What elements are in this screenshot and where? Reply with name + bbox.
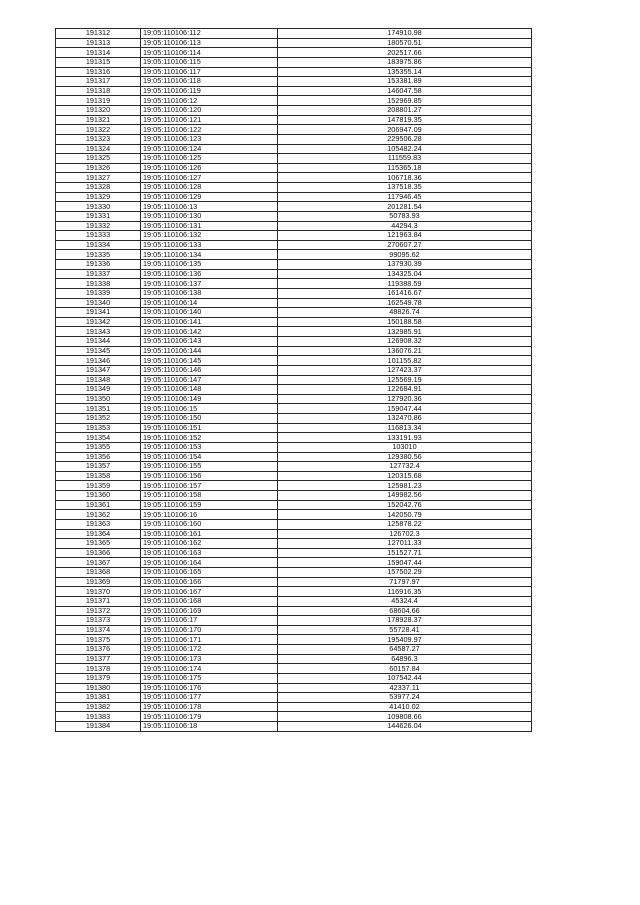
cell-id: 191323 bbox=[56, 134, 141, 144]
cell-code: 19:05:110106:17 bbox=[141, 616, 278, 626]
cell-value: 48826.74 bbox=[278, 308, 532, 318]
cell-value: 107542.44 bbox=[278, 673, 532, 683]
cell-id: 191336 bbox=[56, 260, 141, 270]
cell-value: 127732.4 bbox=[278, 462, 532, 472]
cell-id: 191380 bbox=[56, 683, 141, 693]
cell-code: 19:05:110106:129 bbox=[141, 192, 278, 202]
table-row bbox=[56, 423, 532, 433]
cell-value: 126702.3 bbox=[278, 529, 532, 539]
cell-id: 191378 bbox=[56, 664, 141, 674]
cell-code: 19:05:110106:127 bbox=[141, 173, 278, 183]
cell-id: 191321 bbox=[56, 115, 141, 125]
cell-value: 127011.33 bbox=[278, 539, 532, 549]
cell-code: 19:05:110106:160 bbox=[141, 519, 278, 529]
cell-id: 191367 bbox=[56, 558, 141, 568]
cell-id: 191363 bbox=[56, 519, 141, 529]
table-row bbox=[56, 57, 532, 67]
table-row bbox=[56, 606, 532, 616]
cell-value: 174910.98 bbox=[278, 29, 532, 39]
table-row bbox=[56, 404, 532, 414]
table-body bbox=[56, 29, 532, 732]
table-row bbox=[56, 134, 532, 144]
cell-value: 117946.45 bbox=[278, 192, 532, 202]
cell-id: 191371 bbox=[56, 596, 141, 606]
table-row bbox=[56, 356, 532, 366]
cell-code: 19:05:110106:124 bbox=[141, 144, 278, 154]
cell-code: 19:05:110106:134 bbox=[141, 250, 278, 260]
cell-id: 191349 bbox=[56, 385, 141, 395]
cell-value: 183975.86 bbox=[278, 57, 532, 67]
cell-value: 41410.02 bbox=[278, 702, 532, 712]
cell-id: 191334 bbox=[56, 240, 141, 250]
data-table bbox=[55, 28, 532, 732]
cell-id: 191322 bbox=[56, 125, 141, 135]
cell-id: 191339 bbox=[56, 288, 141, 298]
cell-id: 191374 bbox=[56, 625, 141, 635]
cell-code: 19:05:110106:178 bbox=[141, 702, 278, 712]
cell-value: 60157.84 bbox=[278, 664, 532, 674]
table-row bbox=[56, 211, 532, 221]
cell-value: 120315.68 bbox=[278, 471, 532, 481]
cell-value: 133191.93 bbox=[278, 433, 532, 443]
cell-code: 19:05:110106:126 bbox=[141, 163, 278, 173]
cell-value: 119388.59 bbox=[278, 279, 532, 289]
cell-code: 19:05:110106:141 bbox=[141, 317, 278, 327]
cell-code: 19:05:110106:14 bbox=[141, 298, 278, 308]
table-row bbox=[56, 529, 532, 539]
table-row bbox=[56, 625, 532, 635]
cell-id: 191361 bbox=[56, 500, 141, 510]
table-row bbox=[56, 86, 532, 96]
table-row bbox=[56, 452, 532, 462]
cell-id: 191317 bbox=[56, 77, 141, 87]
table-row bbox=[56, 414, 532, 424]
cell-code: 19:05:110106:172 bbox=[141, 645, 278, 655]
cell-value: 116813.34 bbox=[278, 423, 532, 433]
table-row bbox=[56, 471, 532, 481]
cell-id: 191346 bbox=[56, 356, 141, 366]
cell-value: 137518.35 bbox=[278, 183, 532, 193]
table-row bbox=[56, 539, 532, 549]
cell-code: 19:05:110106:171 bbox=[141, 635, 278, 645]
cell-value: 195409.97 bbox=[278, 635, 532, 645]
cell-id: 191376 bbox=[56, 645, 141, 655]
table-row bbox=[56, 346, 532, 356]
cell-code: 19:05:110106:153 bbox=[141, 442, 278, 452]
table-row bbox=[56, 587, 532, 597]
table-row bbox=[56, 48, 532, 58]
table-row bbox=[56, 29, 532, 39]
cell-code: 19:05:110106:143 bbox=[141, 337, 278, 347]
cell-value: 106718.36 bbox=[278, 173, 532, 183]
cell-id: 191369 bbox=[56, 577, 141, 587]
cell-id: 191338 bbox=[56, 279, 141, 289]
cell-value: 125878.22 bbox=[278, 519, 532, 529]
table-row bbox=[56, 106, 532, 116]
cell-id: 191342 bbox=[56, 317, 141, 327]
table-row bbox=[56, 125, 532, 135]
cell-value: 206947.09 bbox=[278, 125, 532, 135]
cell-code: 19:05:110106:117 bbox=[141, 67, 278, 77]
cell-id: 191353 bbox=[56, 423, 141, 433]
cell-value: 147819.35 bbox=[278, 115, 532, 125]
cell-id: 191384 bbox=[56, 722, 141, 732]
cell-value: 42337.11 bbox=[278, 683, 532, 693]
cell-code: 19:05:110106:156 bbox=[141, 471, 278, 481]
table-row bbox=[56, 115, 532, 125]
table-row bbox=[56, 375, 532, 385]
cell-code: 19:05:110106:165 bbox=[141, 568, 278, 578]
cell-id: 191344 bbox=[56, 337, 141, 347]
cell-id: 191365 bbox=[56, 539, 141, 549]
cell-id: 191313 bbox=[56, 38, 141, 48]
cell-code: 19:05:110106:148 bbox=[141, 385, 278, 395]
table-row bbox=[56, 298, 532, 308]
cell-code: 19:05:110106:154 bbox=[141, 452, 278, 462]
cell-value: 229506.28 bbox=[278, 134, 532, 144]
cell-value: 159047.44 bbox=[278, 404, 532, 414]
cell-value: 64587.27 bbox=[278, 645, 532, 655]
table-row bbox=[56, 664, 532, 674]
cell-id: 191368 bbox=[56, 568, 141, 578]
cell-code: 19:05:110106:125 bbox=[141, 154, 278, 164]
cell-value: 127423.37 bbox=[278, 365, 532, 375]
cell-code: 19:05:110106:170 bbox=[141, 625, 278, 635]
cell-value: 153381.89 bbox=[278, 77, 532, 87]
table-row bbox=[56, 192, 532, 202]
cell-id: 191381 bbox=[56, 693, 141, 703]
cell-code: 19:05:110106:113 bbox=[141, 38, 278, 48]
cell-value: 121963.84 bbox=[278, 231, 532, 241]
cell-id: 191320 bbox=[56, 106, 141, 116]
table-row bbox=[56, 221, 532, 231]
cell-id: 191337 bbox=[56, 269, 141, 279]
cell-value: 151527.71 bbox=[278, 548, 532, 558]
table-row bbox=[56, 712, 532, 722]
cell-code: 19:05:110106:120 bbox=[141, 106, 278, 116]
cell-value: 150188.58 bbox=[278, 317, 532, 327]
cell-code: 19:05:110106:147 bbox=[141, 375, 278, 385]
table-row bbox=[56, 144, 532, 154]
cell-id: 191328 bbox=[56, 183, 141, 193]
cell-id: 191351 bbox=[56, 404, 141, 414]
table-row bbox=[56, 394, 532, 404]
cell-id: 191372 bbox=[56, 606, 141, 616]
table-row bbox=[56, 500, 532, 510]
cell-id: 191379 bbox=[56, 673, 141, 683]
table-row bbox=[56, 183, 532, 193]
table-row bbox=[56, 337, 532, 347]
cell-id: 191326 bbox=[56, 163, 141, 173]
cell-id: 191383 bbox=[56, 712, 141, 722]
cell-value: 270607.27 bbox=[278, 240, 532, 250]
cell-value: 159047.44 bbox=[278, 558, 532, 568]
cell-value: 126908.32 bbox=[278, 337, 532, 347]
cell-value: 105482.24 bbox=[278, 144, 532, 154]
cell-id: 191357 bbox=[56, 462, 141, 472]
cell-code: 19:05:110106:142 bbox=[141, 327, 278, 337]
cell-id: 191332 bbox=[56, 221, 141, 231]
table-row bbox=[56, 327, 532, 337]
cell-id: 191331 bbox=[56, 211, 141, 221]
cell-code: 19:05:110106:177 bbox=[141, 693, 278, 703]
cell-value: 111559.83 bbox=[278, 154, 532, 164]
cell-code: 19:05:110106:118 bbox=[141, 77, 278, 87]
cell-id: 191382 bbox=[56, 702, 141, 712]
cell-value: 125981.23 bbox=[278, 481, 532, 491]
cell-code: 19:05:110106:174 bbox=[141, 664, 278, 674]
cell-value: 129380.56 bbox=[278, 452, 532, 462]
cell-value: 136076.21 bbox=[278, 346, 532, 356]
cell-value: 201281.54 bbox=[278, 202, 532, 212]
cell-code: 19:05:110106:15 bbox=[141, 404, 278, 414]
cell-code: 19:05:110106:158 bbox=[141, 491, 278, 501]
table-row bbox=[56, 77, 532, 87]
cell-code: 19:05:110106:155 bbox=[141, 462, 278, 472]
table-row bbox=[56, 260, 532, 270]
cell-id: 191314 bbox=[56, 48, 141, 58]
cell-value: 45324.4 bbox=[278, 596, 532, 606]
cell-value: 44294.3 bbox=[278, 221, 532, 231]
cell-value: 101155.82 bbox=[278, 356, 532, 366]
table-row bbox=[56, 173, 532, 183]
cell-value: 50783.93 bbox=[278, 211, 532, 221]
cell-code: 19:05:110106:144 bbox=[141, 346, 278, 356]
table-row bbox=[56, 365, 532, 375]
cell-id: 191358 bbox=[56, 471, 141, 481]
cell-code: 19:05:110106:138 bbox=[141, 288, 278, 298]
cell-id: 191327 bbox=[56, 173, 141, 183]
cell-id: 191364 bbox=[56, 529, 141, 539]
cell-id: 191324 bbox=[56, 144, 141, 154]
cell-id: 191325 bbox=[56, 154, 141, 164]
cell-code: 19:05:110106:122 bbox=[141, 125, 278, 135]
table-row bbox=[56, 442, 532, 452]
cell-code: 19:05:110106:135 bbox=[141, 260, 278, 270]
cell-value: 161416.67 bbox=[278, 288, 532, 298]
table-row bbox=[56, 519, 532, 529]
table-row bbox=[56, 635, 532, 645]
cell-value: 142050.79 bbox=[278, 510, 532, 520]
cell-code: 19:05:110106:133 bbox=[141, 240, 278, 250]
cell-id: 191356 bbox=[56, 452, 141, 462]
table-row bbox=[56, 616, 532, 626]
cell-id: 191316 bbox=[56, 67, 141, 77]
cell-code: 19:05:110106:13 bbox=[141, 202, 278, 212]
table-row bbox=[56, 385, 532, 395]
cell-code: 19:05:110106:115 bbox=[141, 57, 278, 67]
table-row bbox=[56, 288, 532, 298]
table-row bbox=[56, 462, 532, 472]
cell-value: 103010 bbox=[278, 442, 532, 452]
table-row bbox=[56, 683, 532, 693]
cell-id: 191354 bbox=[56, 433, 141, 443]
cell-code: 19:05:110106:159 bbox=[141, 500, 278, 510]
cell-id: 191362 bbox=[56, 510, 141, 520]
cell-value: 116916.35 bbox=[278, 587, 532, 597]
cell-code: 19:05:110106:121 bbox=[141, 115, 278, 125]
table-row bbox=[56, 154, 532, 164]
cell-code: 19:05:110106:151 bbox=[141, 423, 278, 433]
cell-id: 191377 bbox=[56, 654, 141, 664]
cell-value: 149982.56 bbox=[278, 491, 532, 501]
cell-id: 191341 bbox=[56, 308, 141, 318]
cell-id: 191352 bbox=[56, 414, 141, 424]
table-row bbox=[56, 279, 532, 289]
table-row bbox=[56, 645, 532, 655]
cell-code: 19:05:110106:16 bbox=[141, 510, 278, 520]
cell-id: 191329 bbox=[56, 192, 141, 202]
cell-code: 19:05:110106:169 bbox=[141, 606, 278, 616]
table-row bbox=[56, 317, 532, 327]
cell-code: 19:05:110106:145 bbox=[141, 356, 278, 366]
table-row bbox=[56, 240, 532, 250]
cell-code: 19:05:110106:132 bbox=[141, 231, 278, 241]
cell-id: 191347 bbox=[56, 365, 141, 375]
table-row bbox=[56, 308, 532, 318]
cell-code: 19:05:110106:173 bbox=[141, 654, 278, 664]
cell-code: 19:05:110106:179 bbox=[141, 712, 278, 722]
cell-code: 19:05:110106:175 bbox=[141, 673, 278, 683]
cell-value: 162549.78 bbox=[278, 298, 532, 308]
cell-id: 191315 bbox=[56, 57, 141, 67]
table-row bbox=[56, 269, 532, 279]
table-row bbox=[56, 38, 532, 48]
cell-id: 191345 bbox=[56, 346, 141, 356]
cell-code: 19:05:110106:140 bbox=[141, 308, 278, 318]
cell-value: 202517.66 bbox=[278, 48, 532, 58]
table-row bbox=[56, 596, 532, 606]
cell-code: 19:05:110106:12 bbox=[141, 96, 278, 106]
cell-code: 19:05:110106:114 bbox=[141, 48, 278, 58]
cell-value: 135355.14 bbox=[278, 67, 532, 77]
cell-value: 180570.51 bbox=[278, 38, 532, 48]
cell-value: 64896.3 bbox=[278, 654, 532, 664]
cell-id: 191360 bbox=[56, 491, 141, 501]
cell-id: 191366 bbox=[56, 548, 141, 558]
cell-id: 191333 bbox=[56, 231, 141, 241]
cell-code: 19:05:110106:164 bbox=[141, 558, 278, 568]
cell-id: 191335 bbox=[56, 250, 141, 260]
table-row bbox=[56, 163, 532, 173]
cell-id: 191350 bbox=[56, 394, 141, 404]
cell-code: 19:05:110106:157 bbox=[141, 481, 278, 491]
cell-code: 19:05:110106:119 bbox=[141, 86, 278, 96]
cell-code: 19:05:110106:176 bbox=[141, 683, 278, 693]
cell-value: 152042.76 bbox=[278, 500, 532, 510]
cell-id: 191355 bbox=[56, 442, 141, 452]
cell-value: 146047.58 bbox=[278, 86, 532, 96]
cell-value: 134325.04 bbox=[278, 269, 532, 279]
cell-id: 191318 bbox=[56, 86, 141, 96]
table-row bbox=[56, 548, 532, 558]
cell-code: 19:05:110106:112 bbox=[141, 29, 278, 39]
cell-id: 191319 bbox=[56, 96, 141, 106]
table-row bbox=[56, 96, 532, 106]
cell-id: 191340 bbox=[56, 298, 141, 308]
cell-value: 71797.97 bbox=[278, 577, 532, 587]
cell-code: 19:05:110106:146 bbox=[141, 365, 278, 375]
table-row bbox=[56, 577, 532, 587]
cell-code: 19:05:110106:137 bbox=[141, 279, 278, 289]
cell-id: 191373 bbox=[56, 616, 141, 626]
table-row bbox=[56, 491, 532, 501]
cell-code: 19:05:110106:167 bbox=[141, 587, 278, 597]
cell-value: 152969.85 bbox=[278, 96, 532, 106]
cell-code: 19:05:110106:152 bbox=[141, 433, 278, 443]
cell-id: 191359 bbox=[56, 481, 141, 491]
table-row bbox=[56, 673, 532, 683]
table-row bbox=[56, 693, 532, 703]
cell-code: 19:05:110106:168 bbox=[141, 596, 278, 606]
cell-code: 19:05:110106:128 bbox=[141, 183, 278, 193]
table-row bbox=[56, 568, 532, 578]
cell-value: 99095.62 bbox=[278, 250, 532, 260]
cell-code: 19:05:110106:166 bbox=[141, 577, 278, 587]
cell-value: 157502.29 bbox=[278, 568, 532, 578]
cell-value: 122684.91 bbox=[278, 385, 532, 395]
cell-code: 19:05:110106:131 bbox=[141, 221, 278, 231]
cell-id: 191343 bbox=[56, 327, 141, 337]
cell-code: 19:05:110106:136 bbox=[141, 269, 278, 279]
cell-value: 125569.19 bbox=[278, 375, 532, 385]
table-row bbox=[56, 722, 532, 732]
cell-value: 208801.27 bbox=[278, 106, 532, 116]
cell-value: 132470.86 bbox=[278, 414, 532, 424]
cell-id: 191330 bbox=[56, 202, 141, 212]
cell-code: 19:05:110106:163 bbox=[141, 548, 278, 558]
cell-value: 55728.41 bbox=[278, 625, 532, 635]
table-row bbox=[56, 481, 532, 491]
cell-code: 19:05:110106:123 bbox=[141, 134, 278, 144]
table-row bbox=[56, 433, 532, 443]
table-row bbox=[56, 202, 532, 212]
cell-value: 68604.66 bbox=[278, 606, 532, 616]
table-row bbox=[56, 67, 532, 77]
cell-code: 19:05:110106:130 bbox=[141, 211, 278, 221]
cell-id: 191348 bbox=[56, 375, 141, 385]
cell-value: 132985.91 bbox=[278, 327, 532, 337]
cell-id: 191312 bbox=[56, 29, 141, 39]
cell-value: 115365.18 bbox=[278, 163, 532, 173]
cell-value: 109808.66 bbox=[278, 712, 532, 722]
cell-value: 127920.36 bbox=[278, 394, 532, 404]
cell-id: 191370 bbox=[56, 587, 141, 597]
cell-code: 19:05:110106:18 bbox=[141, 722, 278, 732]
cell-code: 19:05:110106:161 bbox=[141, 529, 278, 539]
table-row bbox=[56, 654, 532, 664]
cell-id: 191375 bbox=[56, 635, 141, 645]
table-row bbox=[56, 231, 532, 241]
cell-code: 19:05:110106:162 bbox=[141, 539, 278, 549]
table-row bbox=[56, 250, 532, 260]
table-row bbox=[56, 558, 532, 568]
cell-value: 53977.24 bbox=[278, 693, 532, 703]
cell-value: 144626.04 bbox=[278, 722, 532, 732]
cell-value: 137930.39 bbox=[278, 260, 532, 270]
cell-code: 19:05:110106:149 bbox=[141, 394, 278, 404]
table-row bbox=[56, 702, 532, 712]
cell-value: 178928.37 bbox=[278, 616, 532, 626]
cell-code: 19:05:110106:150 bbox=[141, 414, 278, 424]
table-row bbox=[56, 510, 532, 520]
